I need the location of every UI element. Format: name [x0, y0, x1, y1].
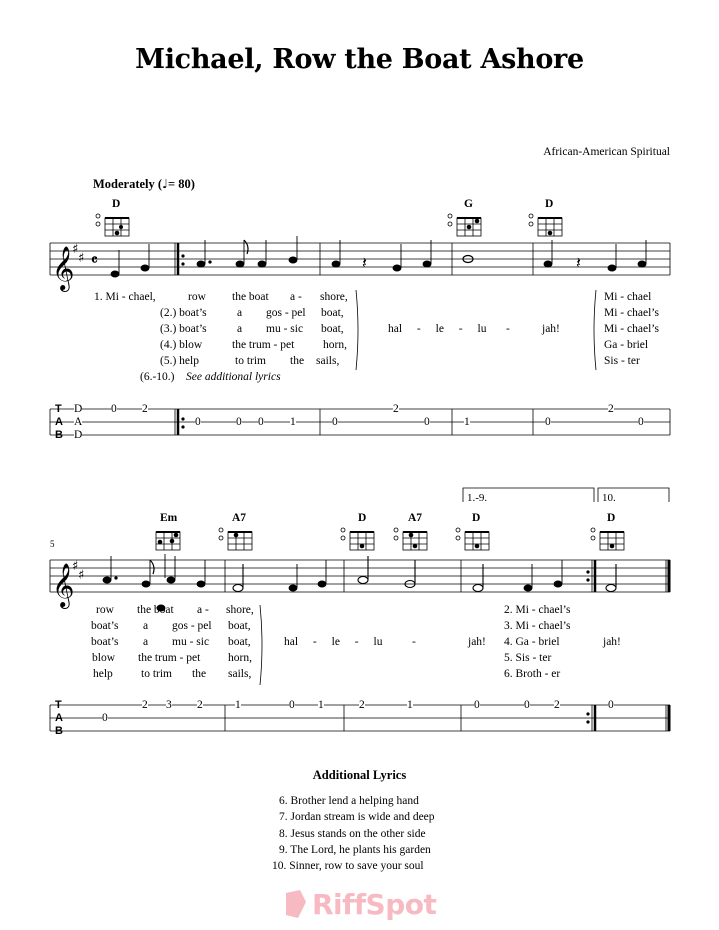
tab-string-d: D — [74, 403, 83, 415]
lyric: to trim — [141, 668, 172, 680]
chord-d: D — [472, 512, 481, 524]
lyric: a — [143, 636, 149, 648]
svg-text:♯: ♯ — [78, 251, 85, 266]
lyric: mu - sic — [172, 636, 210, 648]
additional-lyric-line: 8. Jesus stands on the other side — [279, 828, 426, 840]
volta-second-ending: 10. — [602, 492, 616, 504]
lyric: (2.) boat’s — [160, 307, 207, 319]
tab-fret: 0 — [608, 699, 614, 711]
chord-d: D — [607, 512, 616, 524]
lyric: 5. Sis - ter — [504, 652, 552, 664]
lyric: 6. Broth - er — [504, 668, 561, 680]
lyric: the — [290, 355, 305, 367]
tab-fret: 0 — [258, 416, 264, 428]
lyric: row — [188, 291, 206, 303]
lyric: the boat — [232, 291, 269, 303]
lyric: 3. Mi - chael’s — [504, 620, 571, 632]
lyric: - — [506, 323, 510, 335]
tempo-text: Moderately — [93, 177, 155, 191]
lyric: the boat — [137, 604, 174, 616]
tab-fret: 0 — [236, 416, 242, 428]
svg-text:𝄽: 𝄽 — [576, 253, 581, 272]
tab-fret: 0 — [102, 712, 108, 724]
measure-number: 5 — [50, 539, 55, 549]
lyric: the — [192, 668, 207, 680]
svg-text:A: A — [55, 712, 63, 724]
chord-g: G — [464, 198, 473, 210]
lyric: to trim — [235, 355, 266, 367]
song-title: Michael, Row the Boat Ashore — [135, 44, 584, 75]
additional-lyric-line: 10. Sinner, row to save your soul — [272, 860, 424, 872]
chord-d: D — [358, 512, 367, 524]
tab-fret: 2 — [197, 699, 203, 711]
staff-2 — [50, 560, 670, 592]
lyric-hallelujah: hal - le - lu — [284, 636, 383, 648]
svg-text:𝄴: 𝄴 — [91, 251, 98, 269]
lyric: boat, — [321, 323, 344, 335]
svg-text:T: T — [55, 699, 62, 711]
lyric-hallelujah: hal - le - lu — [388, 323, 487, 335]
tab-fret: 1 — [407, 699, 413, 711]
lyric: (3.) boat’s — [160, 323, 207, 335]
lyric: horn, — [228, 652, 252, 664]
lyric: help — [93, 668, 113, 680]
tab-fret: 2 — [554, 699, 560, 711]
tab-fret: 2 — [393, 403, 399, 415]
svg-text:𝄽: 𝄽 — [362, 253, 367, 272]
lyric: Mi - chael’s — [604, 307, 659, 319]
tab-fret: 0 — [474, 699, 480, 711]
lyric: gos - pel — [266, 307, 306, 319]
tab-fret: 2 — [608, 403, 614, 415]
additional-lyric-line: 6. Brother lend a helping hand — [279, 795, 419, 807]
lyric: 4. Ga - briel — [504, 636, 560, 648]
tab-fret: 1 — [318, 699, 324, 711]
tab-fret: 2 — [142, 699, 148, 711]
lyric: shore, — [226, 604, 254, 616]
lyric: - — [412, 636, 416, 648]
lyric: a - — [290, 291, 302, 303]
lyric: boat’s — [91, 636, 119, 648]
lyric: (5.) help — [160, 355, 199, 367]
lyric: the trum - pet — [232, 339, 295, 351]
additional-lyric-line: 9. The Lord, he plants his garden — [279, 844, 431, 856]
chord-d: D — [545, 198, 554, 210]
tab-fret: 0 — [424, 416, 430, 428]
tab-string-d: D — [74, 429, 83, 441]
lyric: gos - pel — [172, 620, 212, 632]
svg-text:A: A — [55, 416, 63, 428]
chord-d: D — [112, 198, 121, 210]
chord-diagram-a7 — [228, 532, 252, 550]
svg-text:♯: ♯ — [72, 242, 79, 257]
chord-em: Em — [160, 512, 178, 524]
tempo-marking: Moderately (♩= 80) — [93, 176, 195, 191]
tab-fret: 0 — [332, 416, 338, 428]
tab-fret: 1 — [290, 416, 296, 428]
lyric: 2. Mi - chael’s — [504, 604, 571, 616]
lyric: shore, — [320, 291, 348, 303]
svg-text:♯: ♯ — [78, 568, 85, 583]
lyric: sails, — [228, 668, 252, 680]
lyric: a — [143, 620, 149, 632]
chord-a7: A7 — [232, 512, 247, 524]
tab-fret: 1 — [235, 699, 241, 711]
lyric-final: jah! — [603, 636, 621, 648]
tab-fret: 0 — [195, 416, 201, 428]
lyric: (4.) blow — [160, 339, 203, 351]
lyric: blow — [92, 652, 115, 664]
note-glyph: ♩ — [162, 176, 168, 191]
treble-clef: 𝄞 — [52, 246, 75, 290]
composer: African-American Spiritual — [543, 146, 670, 158]
lyric: mu - sic — [266, 323, 304, 335]
lyric: 1. Mi - chael, — [94, 291, 156, 303]
lyric: jah! — [468, 636, 486, 648]
tab-fret: 2 — [359, 699, 365, 711]
additional-lyric-line: 7. Jordan stream is wide and deep — [279, 811, 435, 823]
lyric: sails, — [316, 355, 340, 367]
lyric: jah! — [542, 323, 560, 335]
lyric: Sis - ter — [604, 355, 640, 367]
treble-clef: 𝄞 — [52, 563, 75, 607]
lyric: boat, — [228, 620, 251, 632]
svg-text:B: B — [55, 429, 63, 441]
lyric: boat, — [321, 307, 344, 319]
riffspot-logo: RiffSpot — [312, 888, 437, 921]
lyric: Mi - chael — [604, 291, 652, 303]
lyric: the trum - pet — [138, 652, 201, 664]
lyric: Ga - briel — [604, 339, 649, 351]
svg-text:B: B — [55, 725, 63, 737]
lyric: a — [237, 307, 243, 319]
volta-first-ending: 1.-9. — [467, 492, 488, 504]
lyric-italic: See additional lyrics — [186, 371, 281, 383]
lyric: row — [96, 604, 114, 616]
tab-fret: 0 — [524, 699, 530, 711]
tab-fret: 2 — [142, 403, 148, 415]
lyric: (6.-10.) — [140, 371, 175, 383]
svg-text:T: T — [55, 403, 62, 415]
tab-fret: 1 — [464, 416, 470, 428]
additional-lyrics-heading: Additional Lyrics — [312, 768, 407, 782]
tab-fret: 3 — [166, 699, 172, 711]
tempo-bpm: = 80 — [167, 177, 191, 191]
lyric: a - — [197, 604, 209, 616]
tab-fret: 0 — [638, 416, 644, 428]
lyric: horn, — [323, 339, 347, 351]
chord-a7: A7 — [408, 512, 423, 524]
lyric: boat, — [228, 636, 251, 648]
lyric: boat’s — [91, 620, 119, 632]
tab-string-a: A — [74, 416, 83, 428]
lyric: a — [237, 323, 243, 335]
tab-fret: 0 — [545, 416, 551, 428]
svg-text:♯: ♯ — [72, 559, 79, 574]
tab-fret: 0 — [289, 699, 295, 711]
lyric: Mi - chael’s — [604, 323, 659, 335]
tab-fret: 0 — [111, 403, 117, 415]
